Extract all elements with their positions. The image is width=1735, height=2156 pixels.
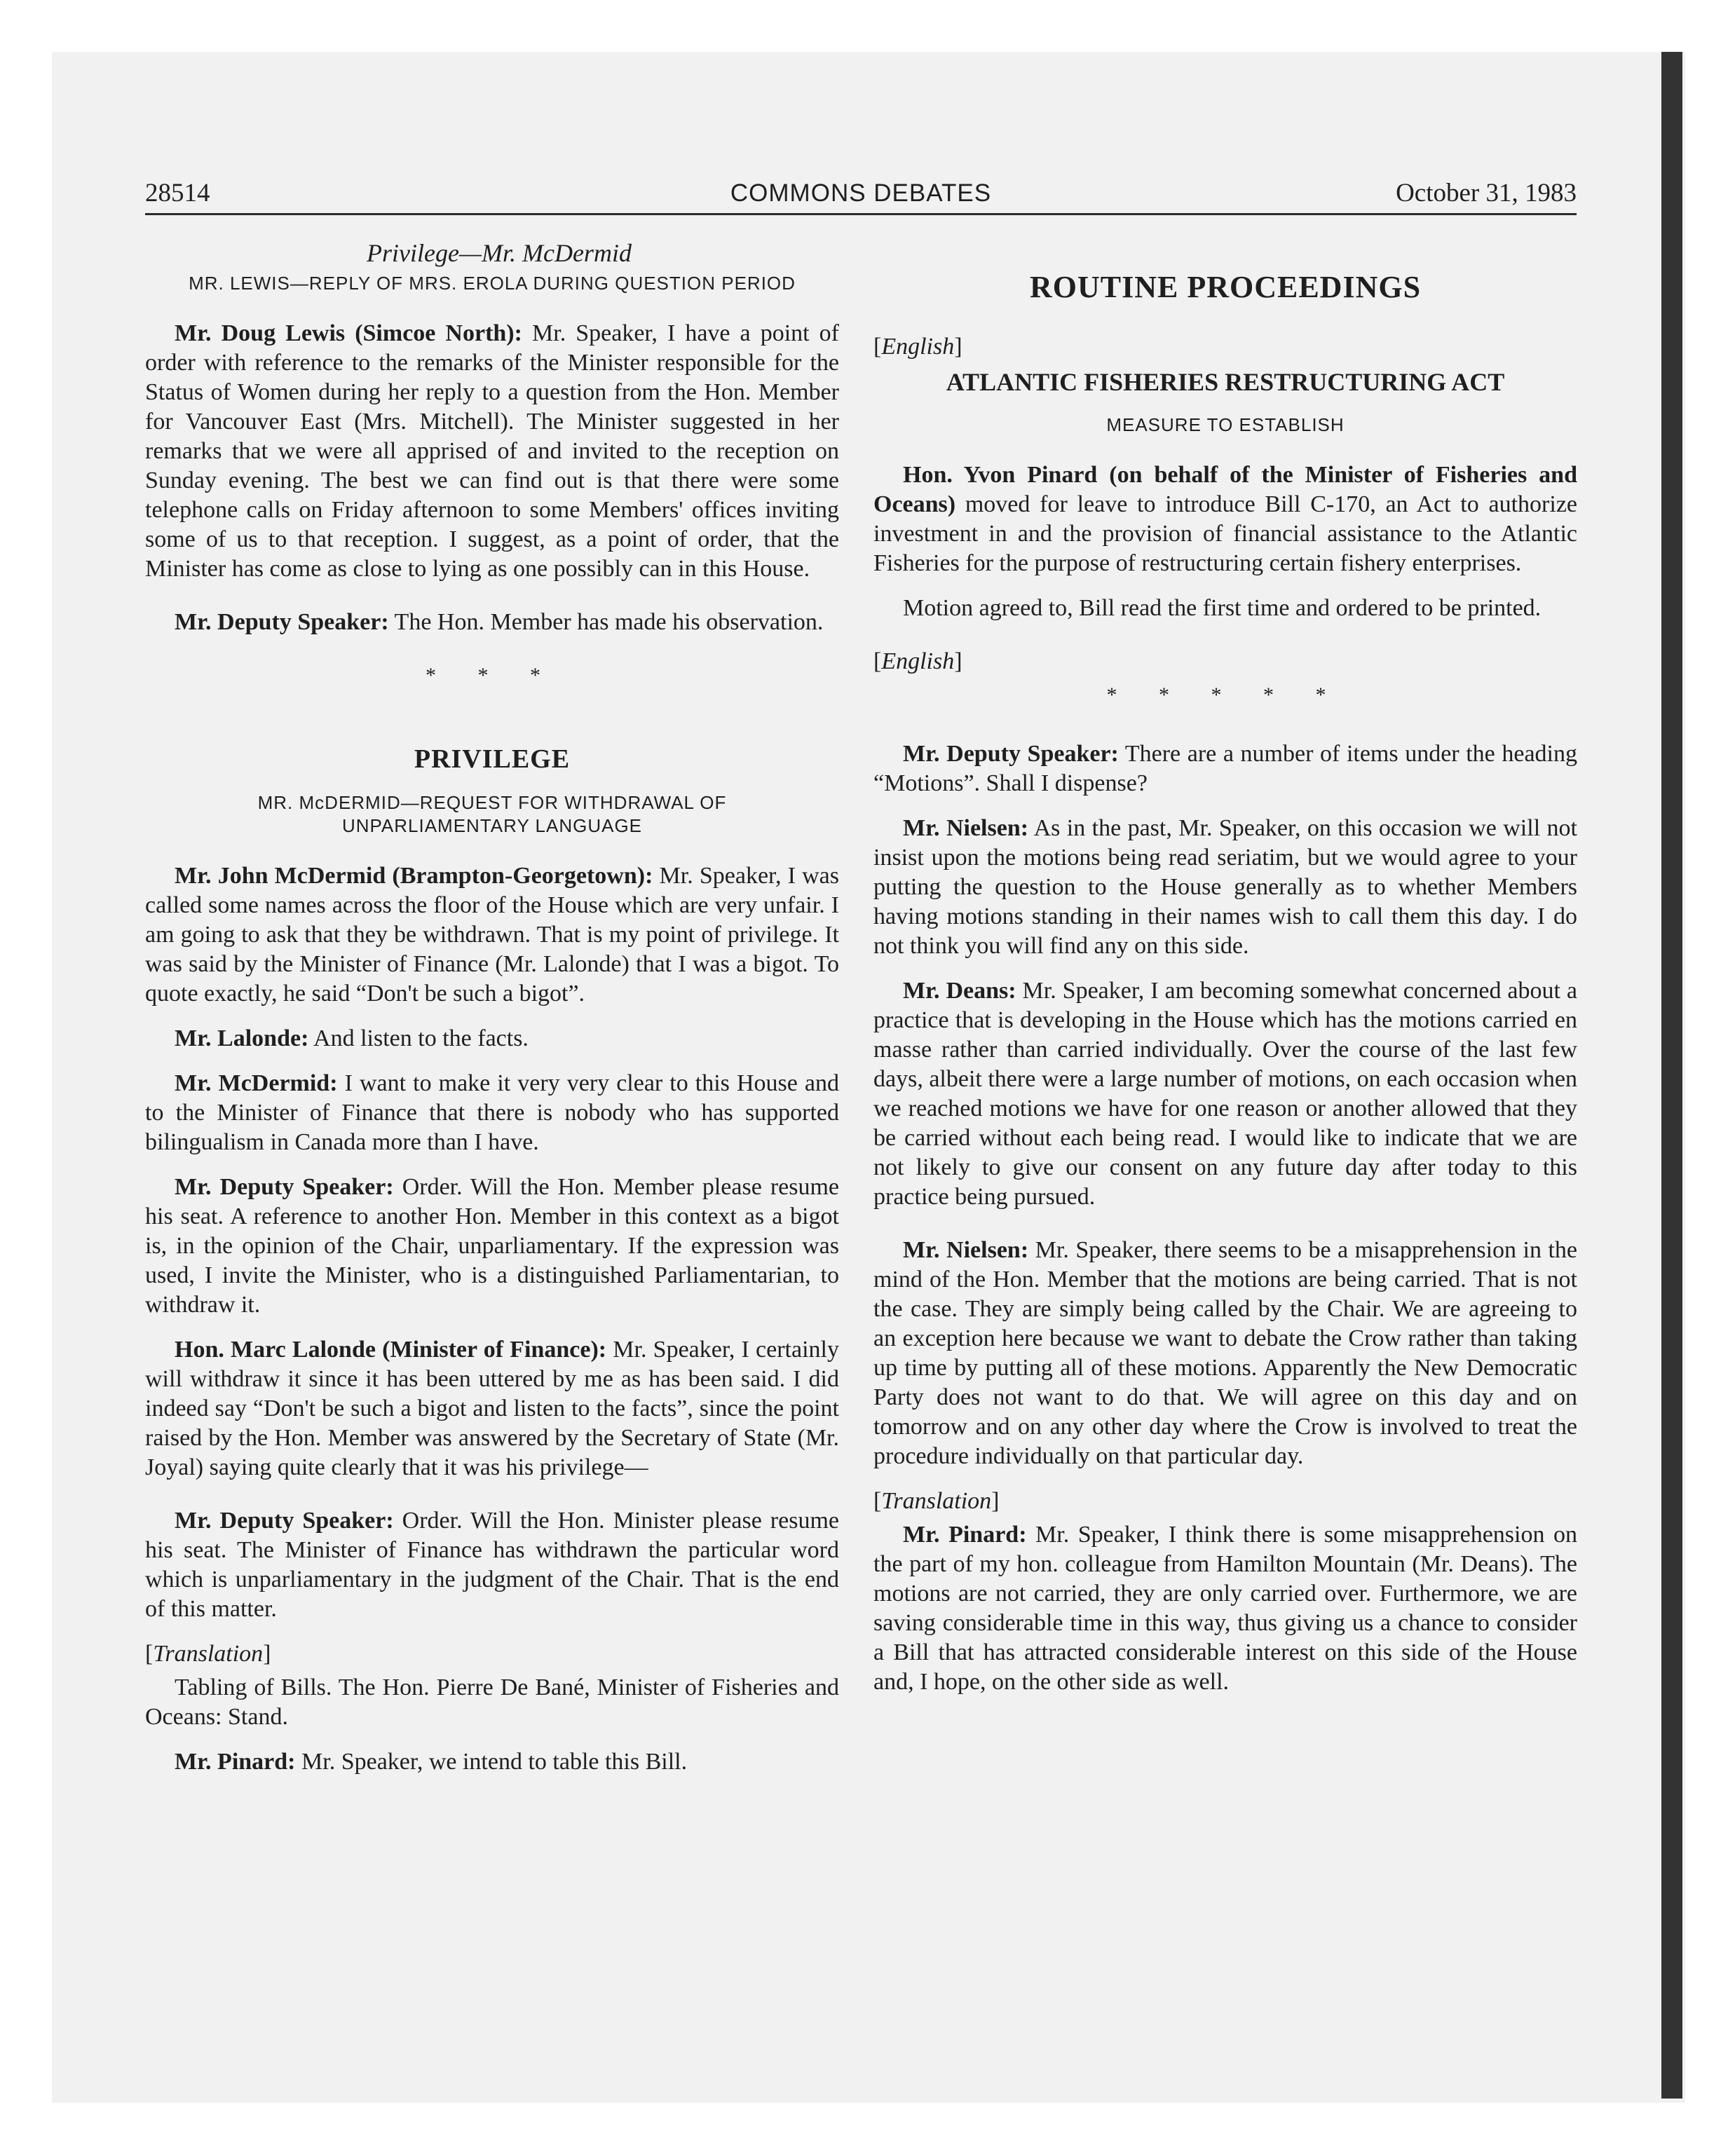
speaker-name: Mr. John McDermid (Brampton-Georgetown):	[175, 863, 653, 889]
language-marker: [English]	[873, 334, 962, 360]
bill-title: ATLANTIC FISHERIES RESTRUCTURING ACT	[946, 368, 1505, 396]
speaker-name: Mr. Nielsen:	[903, 815, 1029, 841]
speech-text: Mr. Speaker, I certainly will withdraw it since it has been uttered by me as has been said. I did indeed say “Don't be such a bigot and listen to the facts”, since the point raised by the Hon. Member was answered by the Secretary of State (Mr. Joyal) saying quite clearly that it was his privilege—	[145, 1337, 839, 1480]
paragraph	[145, 1173, 839, 1320]
speaker-name: Hon. Yvon Pinard (on behalf of the Minister of Fisheries and Oceans)	[873, 462, 1577, 517]
language-marker: [Translation]	[873, 1488, 1000, 1514]
speaker-name: Mr. McDermid:	[175, 1070, 338, 1096]
paragraph	[873, 594, 1577, 623]
topic-heading	[145, 791, 839, 838]
speech-text: Mr. Speaker, we intend to table this Bill.	[295, 1749, 688, 1775]
language-label: English	[881, 648, 955, 674]
topic-line: UNPARLIAMENTARY LANGUAGE	[341, 815, 643, 836]
paragraph	[145, 1506, 839, 1624]
topic-heading: MEASURE TO ESTABLISH	[1106, 414, 1345, 435]
section-divider: * * *	[426, 664, 559, 687]
publication-title: COMMONS DEBATES	[730, 179, 992, 207]
paragraph	[873, 739, 1577, 798]
scan-edge-bar	[1661, 52, 1682, 2099]
paragraph	[145, 319, 839, 584]
paragraph	[145, 861, 839, 1009]
speech-text: Order. Will the Hon. Member please resume his seat. A reference to another Hon. Member in this context as a bigot is, in the opinion of the Chair, unparliamentary. If the expression was used, I invite the Minister, who is a distinguished Parliamentarian, to withdraw it.	[145, 1174, 839, 1318]
page-number: 28514	[145, 179, 210, 207]
speaker-name: Mr. Deans:	[903, 978, 1016, 1004]
section-divider: * * * * *	[1106, 683, 1345, 707]
speaker-name: Mr. Pinard:	[903, 1522, 1027, 1548]
speaker-name: Mr. Doug Lewis (Simcoe North):	[175, 320, 522, 346]
language-marker: [Translation]	[145, 1641, 271, 1667]
speaker-name: Mr. Pinard:	[175, 1749, 296, 1775]
language-label: Translation	[153, 1641, 264, 1667]
speaker-name: Mr. Lalonde:	[175, 1025, 309, 1051]
section-title: ROUTINE PROCEEDINGS	[1029, 270, 1422, 304]
topic-line: MR. McDERMID—REQUEST FOR WITHDRAWAL OF	[257, 792, 727, 813]
language-label: Translation	[881, 1488, 992, 1514]
speaker-name: Mr. Deputy Speaker:	[903, 741, 1119, 767]
paragraph	[145, 608, 839, 637]
paragraph	[873, 1236, 1577, 1471]
paragraph	[145, 1747, 839, 1777]
speech-text: There are a number of items under the heading “Motions”. Shall I dispense?	[873, 741, 1577, 796]
speech-text: As in the past, Mr. Speaker, on this occasion we will not insist upon the motions being read seriatim, but we would agree to your putting the question to the House generally as to whether Members having motions standing in their names wish to call them this day. I do not think you will find any on this side.	[873, 815, 1577, 959]
speech-text: The Hon. Member has made his observation.	[388, 609, 824, 635]
speaker-name: Mr. Deputy Speaker:	[175, 609, 389, 635]
paragraph	[145, 1069, 839, 1157]
topic-heading: MR. LEWIS—REPLY OF MRS. EROLA DURING QUESTION PERIOD	[189, 273, 796, 294]
speaker-name: Mr. Deputy Speaker:	[175, 1174, 394, 1200]
speaker-name: Hon. Marc Lalonde (Minister of Finance):	[175, 1337, 607, 1363]
page-header	[145, 172, 1577, 214]
paragraph	[873, 460, 1577, 578]
speech-text: Mr. Speaker, I have a point of order with reference to the remarks of the Minister responsible for the Status of Women during her reply to a question from the Hon. Member for Vancouver East (Mrs. Mitchell). The Minister suggested in her remarks that we were all apprised of and invited to the reception on Sunday evening. The best we can find out is that there were some telephone calls on Friday afternoon to some Members' offices inviting some of us to that reception. I suggest, as a point of order, that the Minister has come as close to lying as one possibly can in this House.	[145, 320, 839, 582]
speech-text: Mr. Speaker, I was called some names across the floor of the House which are very unfair. I am going to ask that they be withdrawn. That is my point of privilege. It was said by the Minister of Finance (Mr. Lalonde) that I was a bigot. To quote exactly, he said “Don't be such a bigot”.	[145, 863, 839, 1007]
speech-text: Mr. Speaker, I think there is some misapprehension on the part of my hon. colleague from Hamilton Mountain (Mr. Deans). The motions are not carried, they are only carried over. Furthermore, we are saving considerable time in this way, thus giving us a chance to consider a Bill that has attracted considerable interest on this side of the House and, I hope, on the other side as well.	[873, 1522, 1577, 1695]
paragraph	[873, 814, 1577, 961]
speech-text: Order. Will the Hon. Minister please resume his seat. The Minister of Finance has withdrawn the particular word which is unparliamentary in the judgment of the Chair. That is the end of this matter.	[145, 1508, 839, 1622]
left-column	[145, 224, 839, 1792]
speech-text: Motion agreed to, Bill read the first time and ordered to be printed.	[903, 595, 1542, 621]
speech-text: Mr. Speaker, I am becoming somewhat concerned about a practice that is developing in the House which has the motions carried en masse rather than carried individually. Over the course of the last few days, albeit there were a large number of motions, on each occasion when we reached motions we have for one reason or another allowed that they be carried without each being read. I would like to indicate that we are not likely to give our consent on any future day after today to this practice being pursued.	[873, 978, 1577, 1210]
paragraph	[145, 1673, 839, 1732]
speech-text: Mr. Speaker, there seems to be a misapprehension in the mind of the Hon. Member that the motions are being carried. That is not the case. They are simply being called by the Chair. We are agreeing to an exception here because we want to debate the Crow rather than taking up time by putting all of these motions. Apparently the New Democratic Party does not want to do that. We will agree on this day and on tomorrow and on any other day where the Crow is involved to treat the procedure individually on that particular day.	[873, 1237, 1577, 1469]
speaker-name: Mr. Deputy Speaker:	[175, 1508, 394, 1534]
speaker-name: Mr. Nielsen:	[903, 1237, 1029, 1263]
right-column	[873, 224, 1577, 1712]
section-title: PRIVILEGE	[414, 744, 571, 774]
running-head: Privilege—Mr. McDermid	[367, 239, 632, 267]
speech-text: I want to make it very very clear to this House and to the Minister of Finance that there is nobody who has supported bilingualism in Canada more than I have.	[145, 1070, 839, 1155]
header-rule	[145, 213, 1577, 215]
paragraph	[145, 1335, 839, 1482]
language-marker: [English]	[873, 648, 962, 674]
paragraph	[873, 976, 1577, 1212]
language-label: English	[881, 334, 955, 360]
speech-text: moved for leave to introduce Bill C-170, an Act to authorize investment in and the provision of financial assistance to the Atlantic Fisheries for the purpose of restructuring certain fishery enterprises.	[873, 491, 1577, 576]
speech-text: Tabling of Bills. The Hon. Pierre De Bané, Minister of Fisheries and Oceans: Stand.	[145, 1674, 839, 1730]
paragraph	[145, 1024, 839, 1053]
speech-text: And listen to the facts.	[308, 1025, 529, 1051]
publication-date: October 31, 1983	[1396, 179, 1577, 207]
paragraph	[873, 1520, 1577, 1697]
